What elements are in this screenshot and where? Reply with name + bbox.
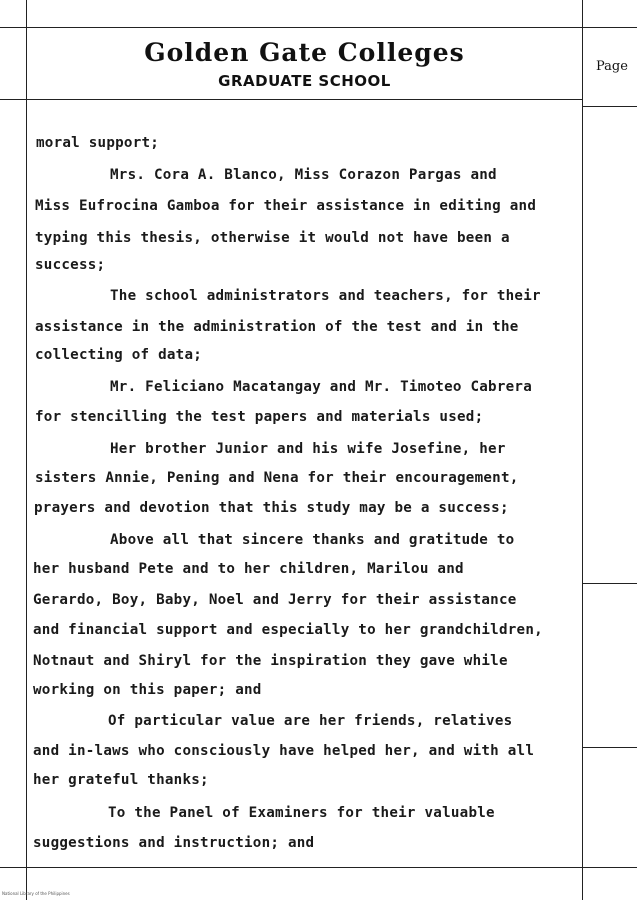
text-line: for stencilling the test papers and materials used; (35, 409, 484, 425)
page-label: Page (596, 59, 628, 74)
text-line: sisters Annie, Pening and Nena for their encouragement, (35, 470, 519, 486)
bottom-rule (0, 867, 637, 868)
text-line: typing this thesis, otherwise it would not have been a (35, 230, 510, 246)
text-line: The school administrators and teachers, for their (110, 288, 541, 304)
right-column-rule-2 (582, 583, 637, 584)
right-column-rule-1 (582, 106, 637, 107)
text-line: prayers and devotion that this study may be a success; (34, 500, 509, 516)
text-line: working on this paper; and (33, 682, 262, 698)
text-line: and financial support and especially to her grandchildren, (33, 622, 543, 638)
scan-footer: National Library of the Philippines (2, 891, 70, 896)
text-line: Mrs. Cora A. Blanco, Miss Corazon Pargas and (110, 167, 497, 183)
text-line: Her brother Junior and his wife Josefine, her (110, 441, 506, 457)
right-margin-rule (582, 0, 583, 900)
text-line: her grateful thanks; (33, 772, 209, 788)
header-top-rule (0, 27, 637, 28)
text-line: To the Panel of Examiners for their valuable (108, 805, 495, 821)
text-line: and in-laws who consciously have helped her, and with all (33, 743, 535, 759)
college-name: Golden Gate Colleges (144, 38, 465, 67)
text-line: success; (35, 257, 106, 273)
text-line: Gerardo, Boy, Baby, Noel and Jerry for their assistance (33, 592, 517, 608)
header-bottom-rule (0, 99, 582, 100)
right-column-rule-3 (582, 747, 637, 748)
text-line: Above all that sincere thanks and gratitude to (110, 532, 515, 548)
text-line: suggestions and instruction; and (33, 835, 315, 851)
text-line: Mr. Feliciano Macatangay and Mr. Timoteo Cabrera (110, 379, 532, 395)
text-line: moral support; (36, 135, 160, 151)
text-line: Miss Eufrocina Gamboa for their assistance in editing and (35, 198, 537, 214)
text-line: her husband Pete and to her children, Marilou and (33, 561, 464, 577)
text-line: Of particular value are her friends, relatives (108, 713, 513, 729)
text-line: Notnaut and Shiryl for the inspiration they gave while (33, 653, 508, 669)
school-name: GRADUATE SCHOOL (218, 72, 391, 90)
left-margin-rule (26, 0, 27, 900)
text-line: collecting of data; (35, 347, 203, 363)
text-line: assistance in the administration of the test and in the (35, 319, 519, 335)
